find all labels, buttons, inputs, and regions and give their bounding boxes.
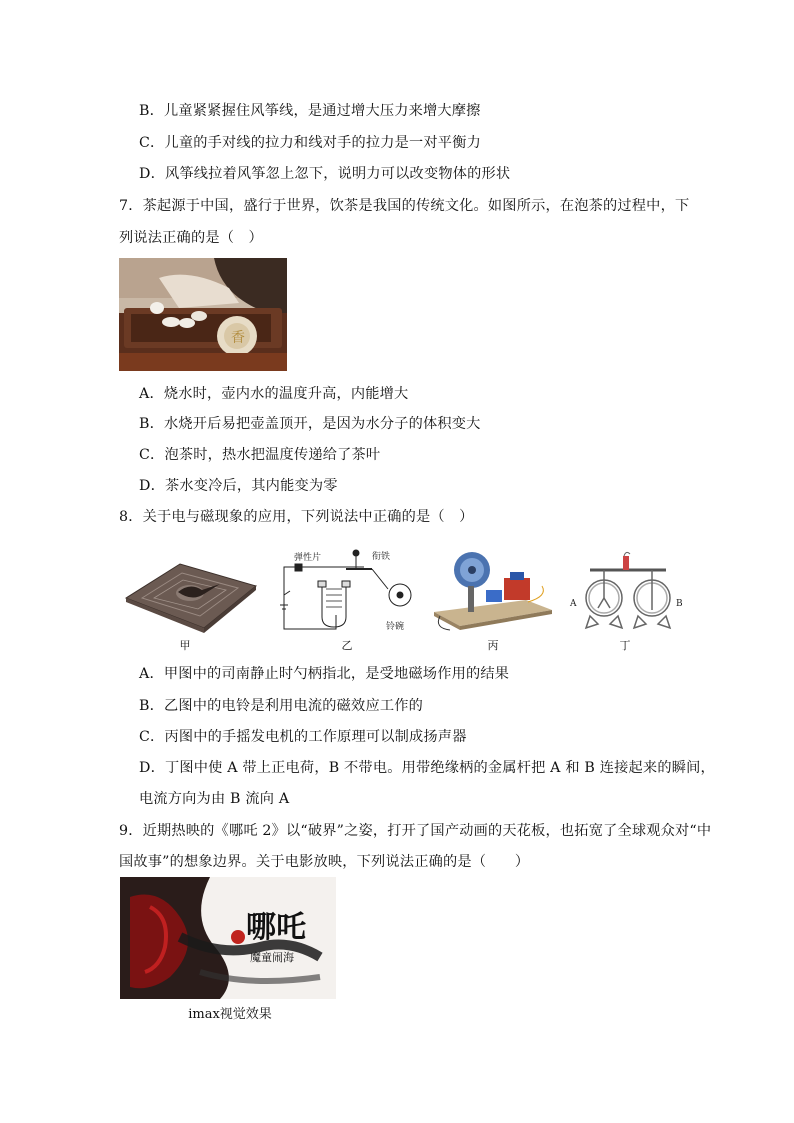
q8-option-b: B．乙图中的电铃是利用电流的磁效应工作的	[139, 698, 423, 714]
q9-movie-poster	[120, 877, 336, 999]
q6-option-d: D．风筝线拉着风筝忽上忽下，说明力可以改变物体的形状	[139, 166, 511, 182]
q7-tea-photo	[119, 258, 287, 371]
q8-fig-ding-electroscopes	[568, 548, 686, 634]
q8-spring-plate-label: 弹性片	[294, 553, 322, 563]
q9-stem-line1: 9．近期热映的《哪吒 2》以“破界”之姿，打开了国产动画的天花板，也拓宽了全球观众对“中	[119, 823, 712, 839]
q8-fig-yi-bell-circuit	[276, 545, 416, 633]
q9-poster-caption: imax视觉效果	[188, 1007, 272, 1022]
q8-option-d-line2: 电流方向为由 B 流向 A	[139, 791, 290, 807]
q8-fig-bing-generator	[430, 546, 556, 632]
q8-a-label: A	[570, 599, 577, 609]
q8-fig-ding-label: 丁	[619, 639, 631, 652]
q9-poster-title: 哪吒	[246, 910, 306, 945]
q6-option-b: B．儿童紧紧握住风筝线，是通过增大压力来增大摩擦	[139, 103, 481, 119]
q6-option-c: C．儿童的手对线的拉力和线对手的拉力是一对平衡力	[139, 135, 481, 151]
q8-fig-jia-label: 甲	[179, 639, 191, 652]
q8-b-label: B	[676, 599, 683, 609]
q8-bell-label: 铃碗	[386, 622, 405, 632]
q7-option-b: B．水烧开后易把壶盖顶开，是因为水分子的体积变大	[139, 416, 481, 432]
svg-text:香: 香	[231, 330, 245, 346]
q8-fig-bing-label: 丙	[487, 639, 499, 652]
q9-stem-line2: 国故事”的想象边界。关于电影放映，下列说法正确的是（ ）	[119, 854, 530, 870]
q8-option-d-line1: D．丁图中使 A 带上正电荷，B 不带电。用带绝缘柄的金属杆把 A 和 B 连接起来的瞬间，	[139, 760, 715, 776]
q8-fig-jia-sinan	[120, 556, 262, 634]
q7-option-d: D．茶水变冷后，其内能变为零	[139, 478, 338, 494]
q7-option-c: C．泡茶时，热水把温度传递给了茶叶	[139, 447, 381, 463]
q7-stem-line2: 列说法正确的是（ ）	[119, 230, 263, 246]
q9-poster-subtitle: 魔童闹海	[250, 951, 294, 964]
q8-option-a: A．甲图中的司南静止时勺柄指北，是受地磁场作用的结果	[139, 666, 510, 682]
q8-option-c: C．丙图中的手摇发电机的工作原理可以制成扬声器	[139, 729, 467, 745]
q7-stem-line1: 7．茶起源于中国，盛行于世界，饮茶是我国的传统文化。如图所示，在泡茶的过程中，下	[119, 198, 690, 214]
q7-option-a: A．烧水时，壶内水的温度升高，内能增大	[139, 386, 409, 402]
q8-fig-yi-label: 乙	[341, 639, 353, 652]
q8-stem: 8．关于电与磁现象的应用，下列说法中正确的是（ ）	[119, 509, 474, 525]
q8-armature-label: 衔铁	[372, 552, 391, 562]
